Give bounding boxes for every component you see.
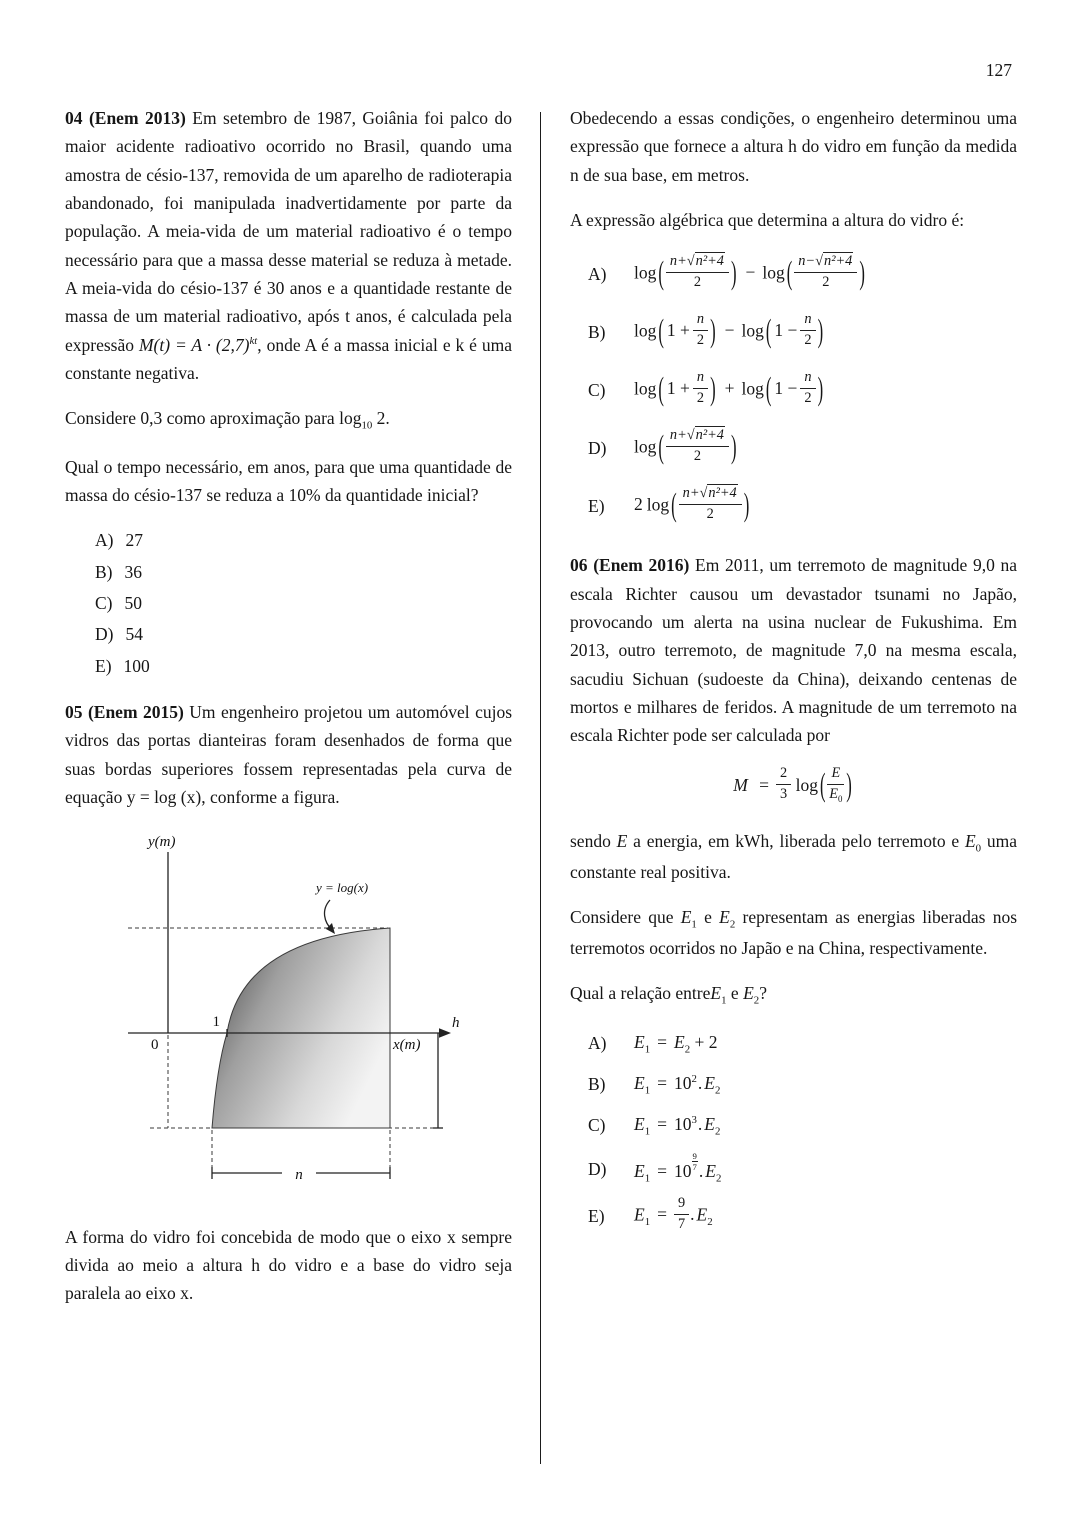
right-column (570, 104, 1017, 1325)
left-column (65, 104, 512, 1325)
option-label: E) (588, 496, 605, 517)
q04-inline-formula: $M(t) = A \cdot (2,7)^{kt}$ (138, 334, 258, 355)
option-formula: $E_1 = E_2 + 2$ (634, 1032, 718, 1056)
q04-question: Qual o tempo necessário, em anos, para que uma quantidade de massa do césio-137 se reduza a 10% da quantidade inicial? (65, 456, 512, 505)
q06-option-d (588, 1151, 1017, 1188)
q05-option-d (588, 425, 1017, 471)
n-label: n (295, 1167, 303, 1184)
q04-option-a (95, 526, 512, 554)
option-label: E) (95, 655, 112, 676)
q05-option-a (588, 251, 1017, 297)
option-label: A) (588, 264, 607, 285)
option-formula: log ( $\frac{\text{n+√n²+4}}{2}$ ) (634, 426, 737, 466)
q06-question: Qual a relação entreE$_1$ e $E_2$? (570, 983, 767, 1007)
option-formula: 2 log ( $\frac{\text{n+√n²+4}}{2}$ ) (634, 484, 750, 524)
q04-id: 04 (Enem 2013) (65, 108, 186, 128)
q05-continuation-1: Obedecendo a essas condições, o engenheiro determinou uma expressão que fornece a altura h do vidro em função da medida n de sua base, em metros. (570, 108, 1017, 185)
y-axis-label: y(m) (148, 834, 176, 851)
option-label: C) (95, 592, 113, 613)
q05-caption: A forma do vidro foi concebida de modo que o eixo x sempre divida ao meio a altura h do vidro e a base do vidro seja paralela ao eixo x. (65, 1226, 512, 1304)
q06-magnitude-formula: M = $\frac{2}{3}$ log ( $\frac{E}{E_0}$ ) (733, 764, 852, 804)
glass-shape (212, 928, 390, 1128)
q04-statement (65, 104, 512, 387)
q06-body: Em 2011, um terremoto de magnitude 9,0 na escala Richter causou um devastador tsunami no Japão, provocando um alerta na usina nuclear de Fukushima. Em 2013, outro terremoto, de magnitude 7,0 na mesma escala, sacudiu Sichuan (sudoeste da China), deixando centenas de mortos e milhares de feridos. A magnitude de um terremoto na escala Richter pode ser calculada por (570, 555, 1018, 746)
x-axis-label: x(m) (393, 1037, 421, 1054)
option-label: D) (588, 1158, 607, 1179)
q04-option-d (95, 620, 512, 648)
option-label: C) (588, 1115, 606, 1136)
q05-statement (65, 698, 512, 811)
page-number: 127 (985, 60, 1012, 80)
option-formula: log ( 1 + $\frac{n}{2}$ ) − log ( 1 − $\frac{n}{2}$ ) (634, 310, 824, 350)
option-label: E) (588, 1205, 605, 1226)
q06-id: 06 (Enem 2016) (570, 555, 690, 576)
q04-body-1: Em setembro de 1987, Goiânia foi palco do maior acidente radioativo ocorrido no Brasil, quando uma amostra de césio-137, removida de um aparelho de radioterapia abandonado, foi manipulada inadvertidamente por parte da população. A meia-vida de um material radioativo é o tempo necessário para que a massa desse material se reduza à metade. A meia-vida do césio-137 é 30 anos e a quantidade restante de massa de um material radioativo, após t anos, é calculada pela expressão (65, 108, 513, 355)
q06-statement (570, 551, 1017, 749)
option-formula: $E_1 = 10^3$. $E_2$ (634, 1114, 721, 1138)
q06-option-c (588, 1110, 1017, 1142)
option-formula: $E_1 = 10^2$. $E_2$ (634, 1073, 721, 1097)
h-label: h (452, 1015, 460, 1032)
q06-option-a (588, 1028, 1017, 1060)
option-formula: $E_1$ = $\frac{9}{7}$ . $E_2$ (634, 1194, 713, 1232)
q05-figure-container (120, 828, 512, 1204)
option-label: D) (588, 438, 607, 459)
option-value: 36 (124, 561, 142, 582)
q05-options (588, 251, 1017, 529)
q04-option-e (95, 652, 512, 680)
q06-option-e (588, 1194, 1017, 1236)
option-label: B) (95, 561, 113, 582)
q05-option-e (588, 483, 1017, 529)
q04-body-2: , onde A é a massa inicial e k é uma constante negativa. (65, 334, 512, 384)
option-label: C) (588, 380, 606, 401)
q06-consider-note: Considere que $E_1$ e $E_2$ representam as energias liberadas nos terremotos ocorridos no Japão e na China, respectivamente. (570, 907, 1018, 959)
q06-option-b (588, 1069, 1017, 1101)
q04-option-c (95, 589, 512, 617)
option-formula: $E_1 = 10$ $\frac{9}{7}$ . $E_2$ (634, 1150, 722, 1185)
origin-label: 0 (151, 1037, 159, 1054)
q05-id: 05 (Enem 2015) (65, 701, 184, 722)
option-label: B) (588, 322, 606, 343)
two-column-layout (65, 104, 1017, 1325)
q05-option-b (588, 309, 1017, 355)
option-formula: log ( $\frac{\text{n+√n²+4}}{2}$ ) − log ( $\frac{\text{n−√n²+4}}{2}$ ) (634, 252, 865, 292)
option-value: 27 (125, 530, 143, 551)
q04-note: Considere 0,3 como aproximação para $\log_{10} 2$. (65, 408, 390, 432)
q05-option-c (588, 367, 1017, 413)
q05-continuation-2: A expressão algébrica que determina a altura do vidro é: (570, 210, 965, 231)
option-value: 50 (124, 592, 142, 613)
option-value: 100 (123, 655, 150, 676)
q04-options (95, 526, 512, 680)
option-label: A) (95, 530, 114, 551)
x-axis-arrow (439, 1028, 451, 1038)
option-formula: log ( 1 + $\frac{n}{2}$ ) + log ( 1 − $\frac{n}{2}$ ) (634, 368, 824, 408)
option-label: A) (588, 1033, 607, 1054)
q05-figure (120, 828, 472, 1196)
q04-option-b (95, 558, 512, 586)
curve-equation-label: y = log(x) (316, 880, 369, 896)
q06-options (588, 1028, 1017, 1236)
q05-body: Um engenheiro projetou um automóvel cujos vidros das portas dianteiras foram desenhados de forma que suas bordas superiores fossem representadas pela curva de equação y = log (x), conforme a figura. (65, 701, 513, 807)
q04-log-expression: $\log_{10} 2$. (339, 408, 390, 432)
option-label: B) (588, 1074, 606, 1095)
one-label: 1 (212, 1014, 220, 1031)
option-label: D) (95, 624, 114, 645)
q06-energy-note: sendo E a energia, em kWh, liberada pelo terremoto e $E_0$ uma constante real positiva. (570, 830, 1018, 882)
option-value: 54 (125, 624, 143, 645)
